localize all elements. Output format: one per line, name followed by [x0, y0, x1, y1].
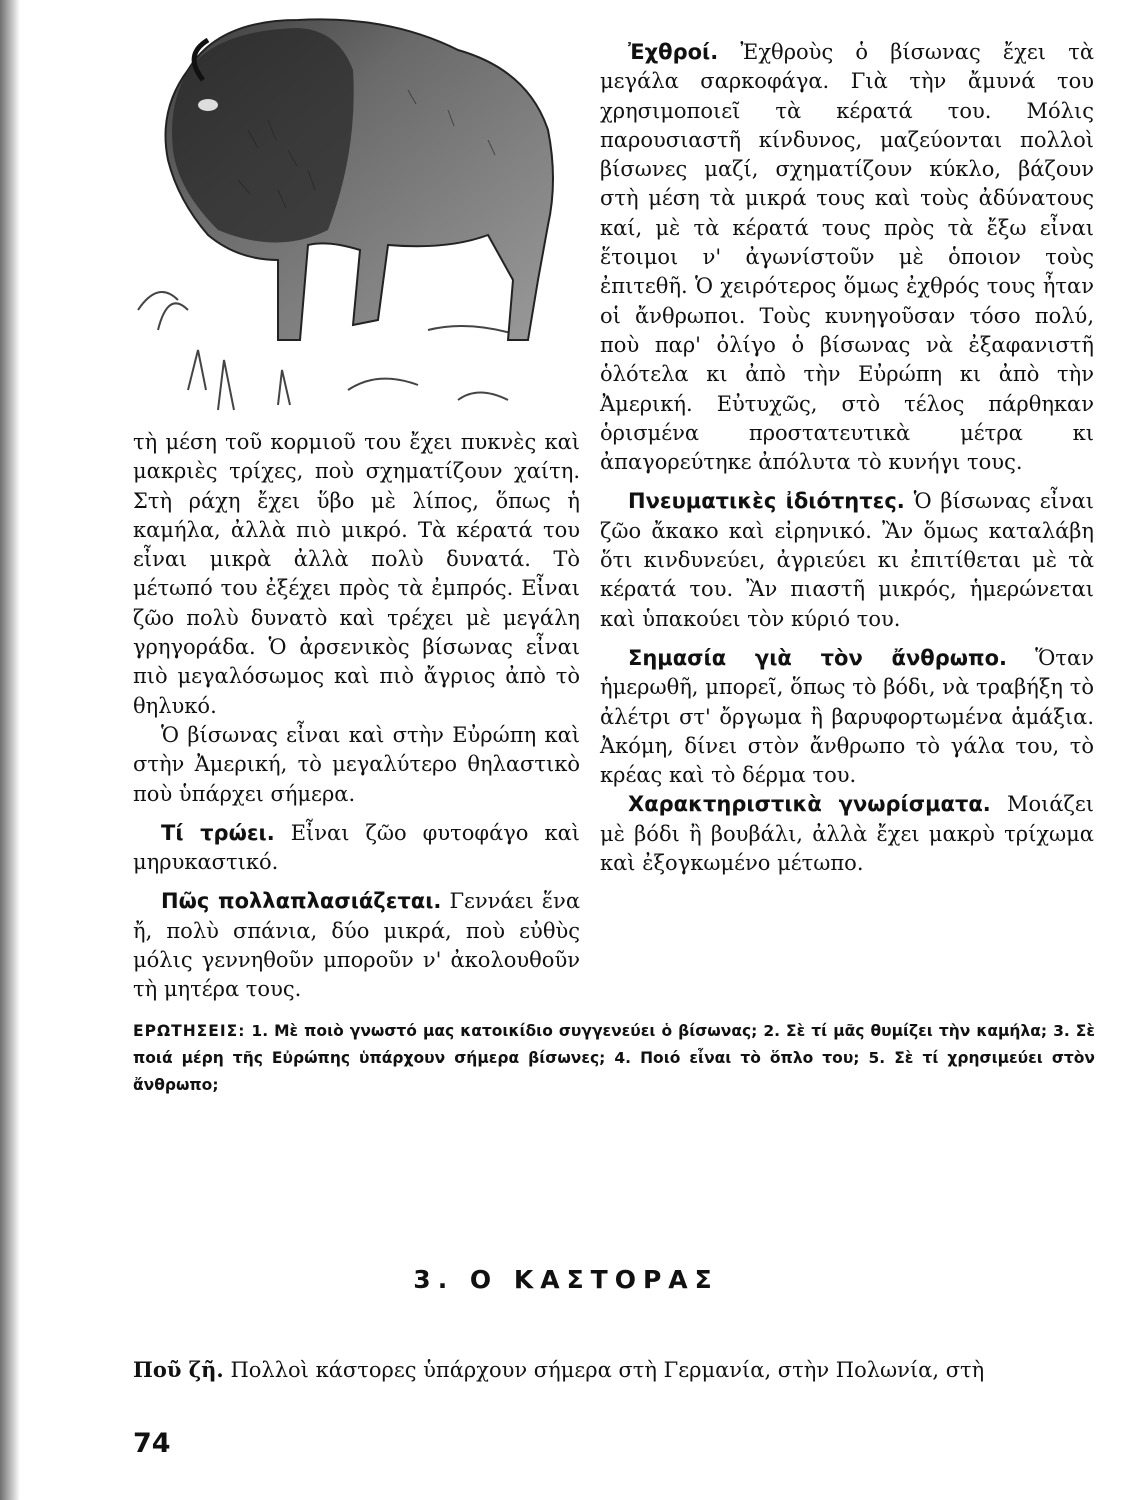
bison-illustration	[128, 10, 578, 430]
importance-text: Ὅταν ἡμερωθῆ, μπορεῖ, ὅπως τὸ βόδι, νὰ τραβήξη τὸ ἀλέτρι στ' ὄργωμα ἢ βαρυφορτωμένα ἁμάξια. Ἀκόμη, δίνει στὸν ἄνθρωπο τὸ γάλα του, τὸ κρέας καὶ τὸ δέρμα του.	[600, 645, 1094, 788]
bison-habitat-paragraph: Ὁ βίσωνας εἶναι καὶ στὴν Εὐρώπη καὶ στὴν Ἀμερική, τὸ μεγαλύτερο θηλαστικὸ ποὺ ὑπάρχει σήμερα.	[133, 722, 580, 806]
importance-paragraph	[600, 644, 1094, 790]
section-title: 3. Ο ΚΑΣΤΟΡΑΣ	[413, 1265, 719, 1294]
page-number: 74	[133, 1428, 171, 1459]
reproduction-paragraph	[133, 887, 580, 1004]
diet-paragraph	[133, 819, 580, 878]
diet-heading: Τί τρώει.	[161, 820, 275, 845]
importance-heading: Σημασία γιὰ τὸν ἄνθρωπο.	[628, 645, 1008, 670]
review-questions	[133, 1018, 1095, 1099]
features-heading: Χαρακτηριστικὰ γνωρίσματα.	[628, 792, 991, 817]
questions-heading: ΕΡΩΤΗΣΕΙΣ:	[133, 1022, 246, 1040]
bison-description-paragraph: τὴ μέση τοῦ κορμιοῦ του ἔχει πυκνὲς καὶ μακριὲς τρίχες, ποὺ σχηματίζουν χαίτη. Στὴ ράχη ἔχει ὕβο μὲ λίπος, ὅπως ἡ καμήλα, ἀλλὰ πιὸ μικρό. Τὰ κέρατά του εἶναι μικρὰ ἀλλὰ πολὺ δυνατά. Τὸ μέτωπό του ἐξέχει πρὸς τὰ ἐμπρός. Εἶναι ζῶο πολὺ δυνατὸ καὶ τρέχει μὲ μεγάλη γρηγοράδα. Ὁ ἀρσενικὸς βίσωνας εἶναι πιὸ μεγαλόσωμος καὶ πιὸ ἄγριος ἀπὸ τὸ θηλυκό.	[133, 430, 580, 718]
temperament-paragraph	[600, 487, 1094, 633]
questions-text: 1. Μὲ ποιὸ γνωστό μας κατοικίδιο συγγενεύει ὁ βίσωνας; 2. Σὲ τί μᾶς θυμίζει τὴν καμήλα; 3. Σὲ ποιά μέρη τῆς Εὐρώπης ὑπάρχουν σήμερα βίσωνες; 4. Ποιό εἶναι τὸ ὅπλο του; 5. Σὲ τί χρησιμεύει στὸν ἄνθρωπο;	[133, 1022, 1095, 1094]
features-paragraph	[600, 790, 1094, 878]
temperament-text: Ὁ βίσωνας εἶναι ζῶο ἄκακο καὶ εἰρηνικό. Ἂν ὅμως καταλάβη ὅτι κινδυνεύει, ἀγριεύει κι ἐπιτίθεται μὲ τὰ κέρατά του. Ἂν πιαστῆ μικρός, ἡμερώνεται καὶ ὑπακούει τὸν κύριό του.	[600, 489, 1094, 631]
section-first-line	[133, 1355, 1095, 1385]
left-text-column	[133, 428, 580, 1005]
enemies-heading: Ἐχθροί.	[628, 40, 719, 64]
diet-text: Εἶναι ζῶο φυτοφάγο καὶ μηρυκαστικό.	[133, 820, 580, 875]
reproduction-heading: Πῶς πολλαπλασιάζεται.	[161, 889, 442, 914]
habitat-text: Πολλοὶ κάστορες ὑπάρχουν σήμερα στὴ Γερμανία, στὴν Πολωνία, στὴ	[230, 1358, 985, 1382]
temperament-heading: Πνευματικὲς ἰδιότητες.	[628, 489, 905, 514]
right-text-column	[600, 38, 1094, 878]
enemies-paragraph	[600, 38, 1094, 477]
reproduction-text: Γεννάει ἕνα ἤ, πολὺ σπάνια, δύο μικρά, ποὺ εὐθὺς μόλις γεννηθοῦν μποροῦν ν' ἀκολουθοῦν τὴ μητέρα τους.	[133, 889, 580, 1002]
habitat-heading: Ποῦ ζῆ.	[133, 1357, 224, 1382]
enemies-text: Ἐχθροὺς ὁ βίσωνας ἔχει τὰ μεγάλα σαρκοφάγα. Γιὰ τὴν ἄμυνά του χρησιμοποιεῖ τὰ κέρατά του. Μόλις παρουσιαστῆ κίνδυνος, μαζεύονται πολλοὶ βίσωνες μαζί, σχηματίζουν κύκλο, βάζουν στὴ μέση τὰ μικρά τους καὶ τοὺς ἀδύνατους καί, μὲ τὰ κέρατά τους πρὸς τὰ ἔξω εἶναι ἕτοιμοι ν' ἀγωνίστοῦν μὲ ὁποιον τοὺς ἐπιτεθῆ. Ὁ χειρότερος ὅμως ἐχθρός τους ἦταν οἱ ἄνθρωποι. Τοὺς κυνηγοῦσαν τόσο πολύ, ποὺ παρ' ὀλίγο ὁ βίσωνας νὰ ἐξαφανιστῆ ὁλότελα κι ἀπὸ τὴν Εὐρώπη κι ἀπὸ τὴν Ἀμερική. Εὐτυχῶς, στὸ τέλος πάρθηκαν ὁρισμένα προστατευτικὰ μέτρα κι ἀπαγορεύτηκε ἀπόλυτα τὸ κυνήγι τους.	[600, 40, 1094, 475]
features-text: Μοιάζει μὲ βόδι ἢ βουβάλι, ἀλλὰ ἔχει μακρὺ τρίχωμα καὶ ἐξογκωμένο μέτωπο.	[600, 792, 1094, 876]
